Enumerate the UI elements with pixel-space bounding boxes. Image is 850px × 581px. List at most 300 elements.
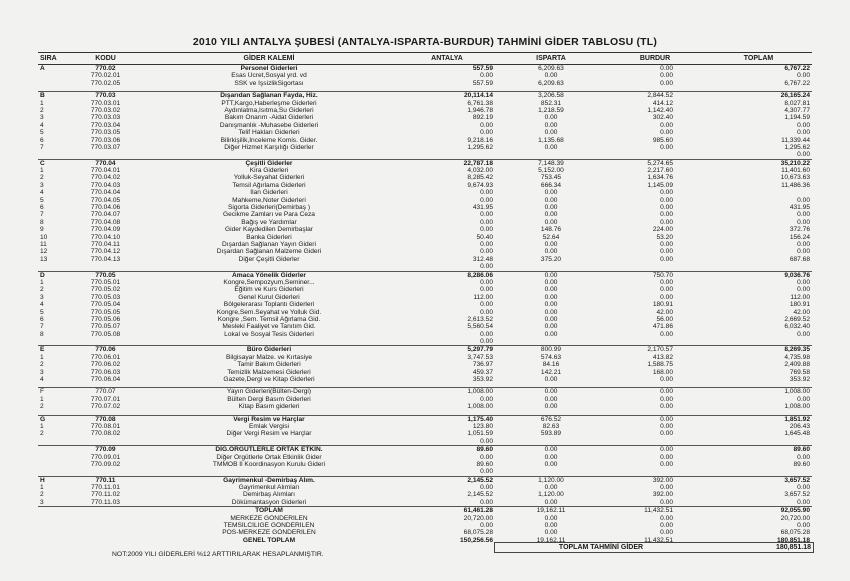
cell-toplam: 180.91 [789, 301, 810, 309]
cell-burdur: 0.00 [660, 189, 673, 197]
cell-toplam: 89.60 [793, 446, 810, 454]
cell-antalya: 0.00 [480, 240, 493, 248]
cell-antalya: 1,008.00 [467, 388, 493, 396]
cell-toplam: 1,295.62 [784, 143, 810, 151]
cell-sira: 2 [40, 403, 44, 411]
cell-antalya: 353.92 [472, 376, 493, 384]
cell-kodu: 770.05.03 [90, 293, 121, 301]
cell-gider-kalemi [143, 151, 395, 158]
cell-sira: 2 [40, 286, 44, 294]
cell-isparta: 5,152.00 [538, 167, 564, 175]
table-row [38, 151, 812, 158]
header-gider-kalemi: GİDER KALEMİ [243, 55, 295, 62]
cell-kodu: 770.11.02 [91, 491, 120, 499]
estimated-total-value: 180,851.18 [775, 544, 811, 551]
cell-toplam: 4,735.98 [784, 353, 810, 361]
cell-gider-kalemi: Telif Hakları Giderleri [238, 129, 300, 137]
cell-burdur: 0.00 [660, 522, 673, 530]
cell-antalya: 1,051.59 [467, 430, 493, 438]
cell-isparta: 0.00 [544, 315, 558, 323]
cell-isparta: 19,162.11 [536, 507, 566, 515]
cell-kodu [68, 263, 143, 270]
cell-antalya: 8,285.42 [467, 174, 493, 182]
cell-kodu: 770.07.02 [90, 403, 121, 411]
table-row [38, 445, 812, 453]
cell-kodu: 770.03.02 [90, 106, 121, 114]
cell-kodu: 770.03.05 [90, 129, 121, 137]
cell-gider-kalemi: Personel Giderleri [240, 65, 298, 72]
cell-isparta: 375.20 [540, 255, 562, 263]
cell-kodu: 770.04.08 [90, 218, 121, 226]
cell-toplam: 0.00 [797, 522, 810, 530]
header-kodu: KODU [95, 55, 116, 62]
cell-sira [38, 515, 68, 522]
cell-kodu: 770.05.06 [90, 315, 121, 323]
cell-toplam: 26,165.24 [780, 92, 810, 100]
cell-gider-kalemi: Danışmanlık -Muhasebe Giderleri [219, 121, 319, 129]
cell-gider-kalemi: Genel Kurul Giderleri [238, 293, 300, 301]
cell-toplam: 2,409.88 [784, 361, 810, 369]
cell-burdur: 2,217.60 [647, 167, 673, 175]
cell-kodu [68, 515, 143, 522]
cell-burdur: 0.00 [660, 446, 673, 454]
cell-antalya: 0.00 [480, 278, 493, 286]
cell-isparta: 800.99 [540, 346, 562, 354]
cell-antalya: 312.48 [472, 255, 493, 263]
cell-isparta: 0.00 [544, 498, 558, 506]
cell-isparta: 142.21 [540, 368, 562, 376]
cell-gider-kalemi: Diğer Vergi Resim ve Harçlar [226, 430, 312, 438]
table-row [38, 361, 812, 368]
cell-isparta: 0.00 [544, 114, 558, 122]
cell-kodu: 770.02.01 [90, 72, 121, 80]
cell-isparta: 1,135.68 [538, 136, 564, 144]
cell-burdur: 0.00 [660, 278, 673, 286]
table-row [38, 484, 812, 491]
cell-isparta: 1,120.00 [538, 491, 564, 499]
table-row [38, 248, 812, 255]
cell-burdur: 0.00 [660, 514, 673, 522]
cell-toplam [707, 438, 812, 445]
cell-antalya: 61,461.28 [463, 507, 493, 515]
cell-toplam: 20,720.00 [780, 514, 810, 522]
cell-sira: 1 [40, 167, 44, 175]
cell-isparta [499, 468, 603, 475]
cell-isparta: 0.00 [544, 196, 558, 204]
cell-toplam [707, 468, 812, 475]
cell-gider-kalemi: Dökümantasyon Giderleri [231, 498, 307, 506]
table-row [38, 423, 812, 430]
cell-kodu [68, 438, 143, 445]
cell-toplam: 10,673.63 [780, 174, 810, 182]
cell-gider-kalemi: Yolluk-Seyahat Giderleri [233, 174, 305, 182]
table-row [38, 301, 812, 308]
expense-table [38, 52, 812, 544]
cell-toplam: 6,767.22 [784, 65, 810, 72]
cell-burdur: 471.86 [652, 323, 673, 331]
cell-burdur: 0.00 [660, 376, 673, 384]
table-row [38, 491, 812, 498]
table-row [38, 137, 812, 144]
cell-kodu [68, 529, 143, 536]
cell-kodu: 770.07.01 [90, 395, 121, 403]
cell-toplam: 769.58 [789, 368, 810, 376]
cell-kodu [68, 338, 143, 345]
cell-burdur: 1,634.76 [647, 174, 673, 182]
cell-isparta: 0.00 [544, 218, 558, 226]
cell-antalya: 112.00 [473, 293, 493, 301]
table-row [38, 72, 812, 79]
cell-kodu: 770.11.01 [91, 484, 120, 492]
cell-antalya: 123.80 [472, 422, 493, 430]
cell-kodu: 770.04.01 [90, 167, 121, 175]
cell-kodu: 770.09 [95, 446, 116, 454]
cell-burdur: 0.00 [660, 143, 673, 151]
cell-sira: 1 [40, 484, 44, 492]
cell-sira: 9 [40, 226, 44, 234]
cell-kodu: 770.06.02 [90, 361, 121, 369]
table-row [38, 271, 812, 279]
cell-isparta: 0.00 [544, 453, 558, 461]
cell-toplam: 42.00 [793, 308, 810, 316]
cell-antalya: 0.00 [480, 211, 493, 219]
cell-isparta: 0.00 [544, 484, 558, 492]
cell-sira: 3 [40, 181, 44, 189]
cell-antalya: 431.95 [472, 204, 493, 212]
table-row [38, 65, 812, 72]
cell-toplam: 35,210.22 [780, 159, 810, 167]
cell-sira [38, 338, 68, 345]
cell-gider-kalemi: Diğer Örgütlerle Ortak Etkinlik Gider [216, 453, 322, 461]
cell-gider-kalemi: GENEL TOPLAM [242, 536, 296, 544]
cell-sira: 10 [40, 233, 48, 241]
cell-burdur: 0.00 [660, 255, 673, 263]
cell-antalya: 1,946.78 [467, 106, 493, 114]
cell-kodu: 770.05 [95, 271, 116, 279]
cell-burdur: 0.00 [660, 403, 673, 411]
cell-gider-kalemi: Banka Giderleri [246, 233, 292, 241]
cell-antalya: 0.00 [480, 286, 493, 294]
cell-burdur: 224.00 [652, 226, 673, 234]
cell-isparta [499, 338, 603, 345]
cell-sira [38, 80, 68, 87]
cell-kodu: 770.08.01 [90, 422, 121, 430]
cell-sira [38, 468, 68, 475]
cell-gider-kalemi: Kongre,Sempozyum,Seminer... [223, 278, 315, 286]
cell-antalya: 0.00 [480, 308, 493, 316]
cell-toplam [707, 189, 812, 196]
cell-antalya: 4,032.00 [467, 167, 493, 175]
cell-antalya [395, 151, 499, 158]
cell-gider-kalemi: Temizlik Malzemesi Giderleri [227, 368, 311, 376]
cell-antalya: 0.00 [480, 453, 493, 461]
cell-gider-kalemi: Tamir Bakım Giderleri [237, 361, 301, 369]
cell-burdur: 0.00 [660, 484, 673, 492]
cell-toplam: 353.92 [789, 376, 810, 384]
cell-sira: 13 [40, 255, 48, 263]
cell-sira [38, 537, 68, 544]
cell-antalya: 0.00 [480, 248, 493, 256]
cell-gider-kalemi: Dışardan Sağlanan Yayın Gideri [222, 240, 316, 248]
cell-kodu: 770.04.13 [90, 255, 121, 263]
cell-gider-kalemi: Bakım Onarım -Aidat Giderleri [224, 114, 314, 122]
cell-gider-kalemi: Bölgelerarası Toplantı Giderleri [223, 301, 315, 309]
cell-burdur: 5,274.65 [647, 159, 673, 167]
cell-isparta: 52.64 [542, 233, 560, 241]
cell-gider-kalemi: Temsil Ağırlama Giderleri [232, 181, 306, 189]
table-row [38, 369, 812, 376]
cell-gider-kalemi [143, 468, 395, 475]
table-row [38, 100, 812, 107]
cell-antalya: 2,613.52 [467, 315, 493, 323]
cell-kodu: 770.09.01 [90, 453, 121, 461]
table-row [38, 387, 812, 395]
table-row [38, 309, 812, 316]
cell-toplam: 2,669.52 [784, 315, 810, 323]
cell-antalya: 1,175.40 [467, 415, 493, 423]
cell-burdur: 0.00 [660, 79, 673, 87]
table-row [38, 476, 812, 484]
cell-burdur: 2,844.52 [647, 92, 673, 100]
cell-burdur: 0.00 [660, 121, 673, 129]
cell-isparta: 0.00 [544, 529, 558, 537]
cell-toplam: 0.00 [797, 129, 810, 137]
table-row [38, 354, 812, 361]
cell-isparta: 676.52 [540, 415, 562, 423]
cell-isparta: 6,209.63 [538, 65, 564, 72]
cell-sira: 6 [40, 204, 44, 212]
cell-gider-kalemi: İlan Giderleri [250, 189, 288, 197]
cell-isparta: 0.00 [544, 72, 558, 80]
cell-antalya: 1,295.62 [467, 143, 493, 151]
table-row [38, 144, 812, 151]
table-row [38, 279, 812, 286]
table-row [38, 529, 812, 536]
cell-gider-kalemi: Dışardan Sağlanan Malzeme Gideri [216, 248, 322, 256]
table-row [38, 376, 812, 383]
cell-gider-kalemi: Gayrimenkul -Demirbaş Alım. [223, 476, 315, 484]
cell-toplam: 0.00 [797, 453, 810, 461]
cell-sira: 3 [40, 293, 44, 301]
cell-antalya: 0.00 [480, 129, 493, 137]
cell-antalya: 5,560.54 [467, 323, 493, 331]
cell-burdur: 1,588.75 [647, 361, 673, 369]
table-row [38, 396, 812, 403]
cell-gider-kalemi: Bilgisayar Malze. ve Kırtasiye [225, 353, 313, 361]
cell-gider-kalemi [143, 438, 395, 445]
cell-burdur: 168.00 [652, 368, 673, 376]
cell-kodu: 770.02 [95, 65, 116, 72]
table-row [38, 107, 812, 114]
cell-sira: 3 [40, 114, 44, 122]
cell-gider-kalemi: Emlak Vergisi [249, 422, 289, 430]
cell-gider-kalemi: Diğer Çeşitli Giderler [238, 255, 300, 263]
cell-sira: D [40, 271, 45, 279]
cell-toplam: 0.00 [797, 151, 810, 159]
cell-sira [38, 507, 68, 514]
cell-kodu: 770.08 [95, 415, 116, 423]
cell-sira: 1 [40, 395, 44, 403]
cell-gider-kalemi: Eğitim ve Kurs Giderleri [234, 286, 304, 294]
cell-burdur: 0.00 [660, 330, 673, 338]
cell-toplam: 0.00 [797, 498, 810, 506]
table-row [38, 499, 812, 506]
cell-kodu: 770.06.01 [90, 353, 121, 361]
cell-antalya: 0.00 [480, 395, 493, 403]
cell-sira: 1 [40, 99, 44, 107]
cell-kodu [68, 537, 143, 544]
cell-toplam: 0.00 [797, 72, 810, 80]
cell-sira [38, 529, 68, 536]
table-row [38, 338, 812, 345]
cell-toplam: 0.00 [797, 248, 810, 256]
cell-isparta: 1,218.59 [538, 106, 564, 114]
cell-kodu: 770.03.01 [90, 99, 121, 107]
table-row [38, 122, 812, 129]
cell-gider-kalemi: Yayın Giderleri(Bülten-Dergi) [226, 388, 312, 396]
cell-sira: B [40, 92, 45, 100]
cell-antalya: 736.97 [472, 361, 493, 369]
cell-sira [38, 263, 68, 270]
cell-antalya: 2,145.52 [467, 491, 493, 499]
cell-isparta: 0.00 [544, 143, 558, 151]
cell-gider-kalemi: TOPLAM [255, 507, 283, 515]
cell-kodu: 770.04.05 [90, 196, 121, 204]
cell-antalya: 0.00 [480, 437, 493, 445]
cell-toplam: 0.00 [797, 211, 810, 219]
table-row [38, 345, 812, 353]
cell-gider-kalemi: Vergi Resim ve Harçlar [233, 415, 305, 423]
cell-kodu: 770.04.10 [90, 233, 121, 241]
cell-antalya: 0.00 [480, 263, 493, 271]
cell-gider-kalemi: Gayrimenkul Alımları [238, 484, 300, 492]
cell-toplam: 3,657.52 [784, 491, 810, 499]
estimated-total-label: TOPLAM TAHMİNİ GİDER [558, 544, 644, 551]
cell-toplam: 156.24 [789, 233, 810, 241]
cell-sira: 4 [40, 189, 44, 197]
cell-sira: 8 [40, 330, 44, 338]
cell-isparta: 6,209.63 [538, 79, 564, 87]
table-row [38, 454, 812, 461]
cell-kodu: 770.04.03 [90, 181, 121, 189]
cell-gider-kalemi: Kira Giderleri [249, 167, 289, 175]
table-row [38, 415, 812, 423]
cell-antalya: 9,218.16 [467, 136, 493, 144]
cell-toplam: 0.00 [797, 240, 810, 248]
cell-antalya: 1,008.00 [467, 403, 493, 411]
cell-gider-kalemi: Mesleki Faaliyet ve Tanıtım Gid. [222, 323, 316, 331]
table-row [38, 286, 812, 293]
cell-isparta: 593.89 [540, 430, 562, 438]
cell-burdur: 0.00 [660, 415, 673, 423]
table-row [38, 114, 812, 121]
cell-burdur: 0.00 [660, 395, 673, 403]
header-isparta: ISPARTA [536, 55, 566, 62]
cell-sira: G [40, 415, 46, 423]
cell-sira [38, 72, 68, 79]
cell-burdur [603, 338, 707, 345]
cell-kodu: 770.04.09 [90, 226, 121, 234]
cell-isparta: 0.00 [544, 211, 558, 219]
cell-burdur: 0.00 [660, 218, 673, 226]
cell-isparta: 753.45 [540, 174, 562, 182]
cell-antalya: 0.00 [480, 226, 493, 234]
cell-isparta: 0.00 [544, 293, 558, 301]
cell-burdur: 11,432.51 [644, 536, 673, 544]
cell-gider-kalemi: Aydınlatma,Isıtma,Su Giderleri [224, 106, 314, 114]
cell-sira [38, 522, 68, 529]
cell-toplam: 11,486.36 [781, 181, 810, 189]
cell-burdur: 53.20 [656, 233, 673, 241]
table-row [38, 331, 812, 338]
cell-burdur: 0.00 [660, 211, 673, 219]
cell-toplam: 68,075.28 [780, 529, 810, 537]
footnote: NOT:2009 YILI GİDERLERİ %12 ARTTIRILARAK HESAPLANMIŞTIR. [112, 551, 324, 558]
cell-kodu: 770.04.11 [91, 240, 120, 248]
cell-isparta [499, 263, 603, 270]
cell-kodu: 770.05.07 [90, 323, 121, 331]
cell-burdur [603, 151, 707, 158]
cell-sira: H [40, 476, 45, 484]
cell-toplam: 0.00 [797, 121, 810, 129]
cell-isparta: 0.00 [544, 271, 558, 279]
cell-toplam [707, 263, 812, 270]
cell-kodu [68, 151, 143, 158]
cell-isparta: 1,120.00 [538, 476, 564, 484]
cell-gider-kalemi: Diğer Hizmet Karşılığı Giderler [224, 143, 314, 151]
cell-sira: 5 [40, 196, 44, 204]
cell-gider-kalemi: Kitap Basım giderleri [238, 403, 300, 411]
cell-isparta: 0.00 [544, 286, 558, 294]
header-antalya: ANTALYA [431, 55, 463, 62]
table-row [38, 256, 812, 263]
cell-isparta: 0.00 [544, 388, 558, 396]
cell-isparta: 7,148.39 [538, 159, 564, 167]
cell-kodu: 770.06.04 [90, 376, 121, 384]
cell-gider-kalemi: POS-MERKEZE GÖNDERİLEN [222, 529, 316, 537]
cell-sira: E [40, 346, 45, 354]
cell-isparta: 0.00 [544, 446, 558, 454]
cell-sira: 2 [40, 491, 44, 499]
cell-kodu: 770.11.03 [91, 498, 120, 506]
cell-kodu: 770.03 [95, 92, 116, 100]
cell-sira [38, 454, 68, 461]
cell-sira: A [40, 65, 45, 72]
cell-gider-kalemi: Gazete,Dergi ve Kitap Giderleri [223, 376, 315, 384]
cell-burdur: 0.00 [660, 529, 673, 537]
cell-gider-kalemi: Esas Ücret,Sosyal yrd. vd [231, 72, 307, 80]
cell-antalya: 150,256.56 [459, 536, 493, 544]
cell-gider-kalemi: Sigorta Giderleri(Demirbaş ) [227, 204, 311, 212]
cell-kodu: 770.06.03 [90, 368, 121, 376]
cell-isparta: 19,162.11 [536, 536, 566, 544]
cell-isparta: 0.00 [544, 129, 558, 137]
table-row [38, 182, 812, 189]
cell-burdur: 0.00 [660, 430, 673, 438]
cell-sira: C [40, 159, 45, 167]
cell-sira: 6 [40, 315, 44, 323]
cell-gider-kalemi: Kongre,Sem.Seyahat ve Yolluk Gid. [216, 308, 322, 316]
cell-isparta: 3,206.58 [538, 92, 564, 100]
cell-kodu: 770.03.07 [90, 143, 121, 151]
cell-sira: F [40, 388, 45, 396]
cell-antalya: 0.00 [480, 301, 493, 309]
cell-burdur: 0.00 [660, 248, 673, 256]
table-row [38, 129, 812, 136]
cell-sira: 2 [40, 174, 44, 182]
cell-toplam: 0.00 [797, 484, 810, 492]
cell-isparta: 0.00 [544, 403, 558, 411]
